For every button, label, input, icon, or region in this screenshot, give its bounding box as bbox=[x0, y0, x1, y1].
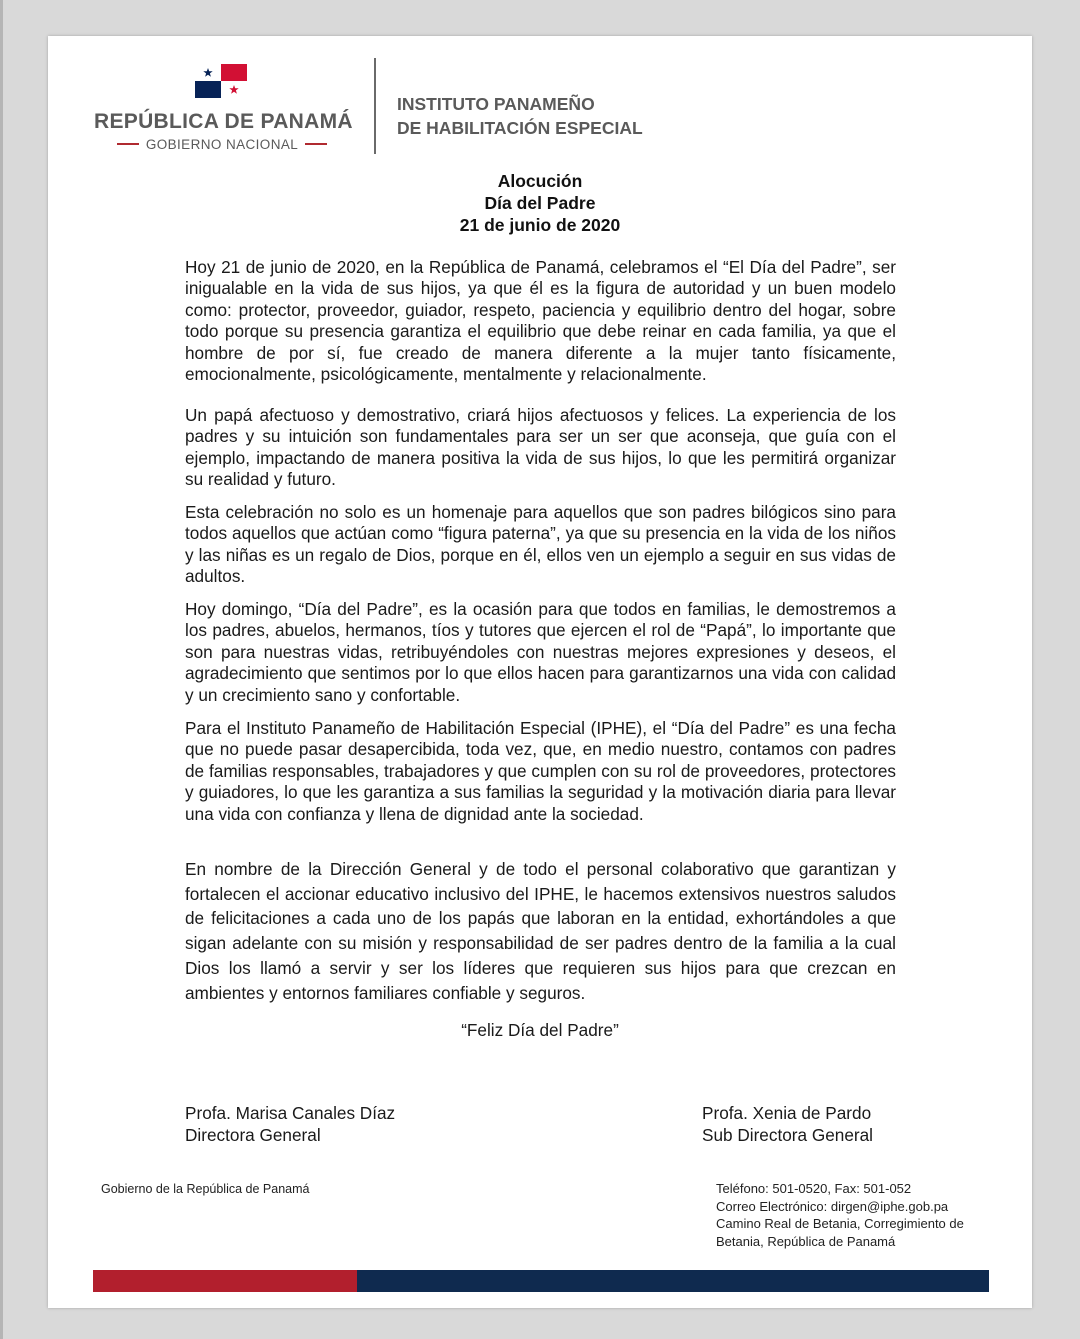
paragraph-1: Hoy 21 de junio de 2020, en la República de Panamá, celebramos el “El Día del Padre”, ser inigualable en la vida de sus hijos, ya que él es la figura de autoridad y un buen modelo como: protector, proveedor, guiador, respeto, paciencia y equilibrio dentro del hogar, sobre todo porque su presencia garantiza el equilibrio que debe reinar en cada familia, ya que el hombre de por sí, fue creado de manera diferente a la mujer tanto físicamente, emocionalmente, psicológicamente, mentalmente y relacionalmente. bbox=[185, 257, 896, 385]
document-page bbox=[48, 36, 1032, 1308]
signature-left-name: Profa. Marisa Canales Díaz bbox=[185, 1103, 396, 1123]
institute-line-2: DE HABILITACIÓN ESPECIAL bbox=[397, 118, 643, 138]
footer-address-2: Betania, República de Panamá bbox=[716, 1233, 896, 1249]
footer-email: Correo Electrónico: dirgen@iphe.gob.pa bbox=[716, 1198, 949, 1214]
document-heading bbox=[340, 170, 740, 236]
paragraph-5: Para el Instituto Panameño de Habilitación Especial (IPHE), el “Día del Padre” es una fecha que no puede pasar desapercibida, toda vez, que, en medio nuestro, contamos con padres de familias responsables, trabajadores y que cumplen con su rol de proveedores, protectores y guiadores, lo que les garantiza a sus familias la seguridad y la motivación diaria para llevar una vida con confianza y llena de dignidad ante la sociedad. bbox=[185, 718, 896, 824]
government-label bbox=[108, 136, 336, 152]
signature-right bbox=[702, 1103, 873, 1146]
paragraph-2: Un papá afectuoso y demostrativo, criará hijos afectuosos y felices. La experiencia de los padres y su intuición son fundamentales para ser un ser que aconseja, que guía con el ejemplo, impactando de manera positiva la vida de sus hijos, lo que les permitirá organizar su realidad y futuro. bbox=[185, 405, 896, 490]
government-text: GOBIERNO NACIONAL bbox=[145, 136, 299, 152]
footer-government: Gobierno de la República de Panamá bbox=[101, 1182, 310, 1196]
footer-blue-bar bbox=[357, 1270, 989, 1292]
heading-line-1: Alocución bbox=[497, 171, 583, 191]
closing-greeting: “Feliz Día del Padre” bbox=[461, 1020, 619, 1040]
heading-line-2: Día del Padre bbox=[484, 193, 596, 213]
left-edge-line bbox=[0, 0, 3, 1339]
signature-left bbox=[185, 1103, 395, 1146]
institute-name bbox=[397, 92, 643, 140]
paragraph-4: Hoy domingo, “Día del Padre”, es la ocasión para que todos en familias, le demostremos a los padres, abuelos, hermanos, tíos y tutores que ejercen el rol de “Papá”, lo importante que son para nuestras vidas, retribuyéndoles con nuestras mejores expresiones y deseos, el agradecimiento que sentimos por lo que ellos hacen para garantizarnos una vida con calidad y un crecimiento sano y confortable. bbox=[185, 599, 896, 705]
footer-address-1: Camino Real de Betania, Corregimiento de bbox=[716, 1216, 964, 1231]
footer-red-bar bbox=[93, 1270, 357, 1292]
footer-contact bbox=[716, 1180, 964, 1250]
country-title: REPÚBLICA DE PANAMÁ bbox=[94, 110, 353, 133]
footer-phone: Teléfono: 501-0520, Fax: 501-052 bbox=[716, 1181, 912, 1196]
panama-flag-icon bbox=[195, 64, 247, 98]
paragraph-3: Esta celebración no solo es un homenaje para aquellos que son padres bilógicos sino para todos aquellos que actúan como “figura paterna”, ya que su presencia en la vida de los niños y las niñas es un regalo de Dios, porque en él, ellos ven un ejemplo a seguir en sus vidas de adultos. bbox=[185, 502, 896, 587]
paragraph-6: En nombre de la Dirección General y de todo el personal colaborativo que garantizan y fortalecen el accionar educativo inclusivo del IPHE, le hacemos extensivos nuestros saludos de felicitaciones a cada uno de los papás que laboran en la entidad, exhortándoles a que sigan adelante con su misión y responsabilidad de ser padres dentro de la familia a la cual Dios los llamó a servir y ser los líderes que requieren sus hijos para que crezcan en ambientes y entornos familiares confiable y seguros. bbox=[185, 859, 896, 1003]
institute-line-1: INSTITUTO PANAMEÑO bbox=[397, 94, 595, 114]
signature-right-title: Sub Directora General bbox=[702, 1124, 874, 1145]
heading-line-3: 21 de junio de 2020 bbox=[459, 215, 621, 235]
signature-right-name: Profa. Xenia de Pardo bbox=[702, 1103, 872, 1123]
right-dash-divider bbox=[305, 143, 327, 145]
signature-left-title: Directora General bbox=[185, 1124, 321, 1145]
left-dash-divider bbox=[117, 143, 139, 145]
header-divider bbox=[374, 58, 376, 154]
